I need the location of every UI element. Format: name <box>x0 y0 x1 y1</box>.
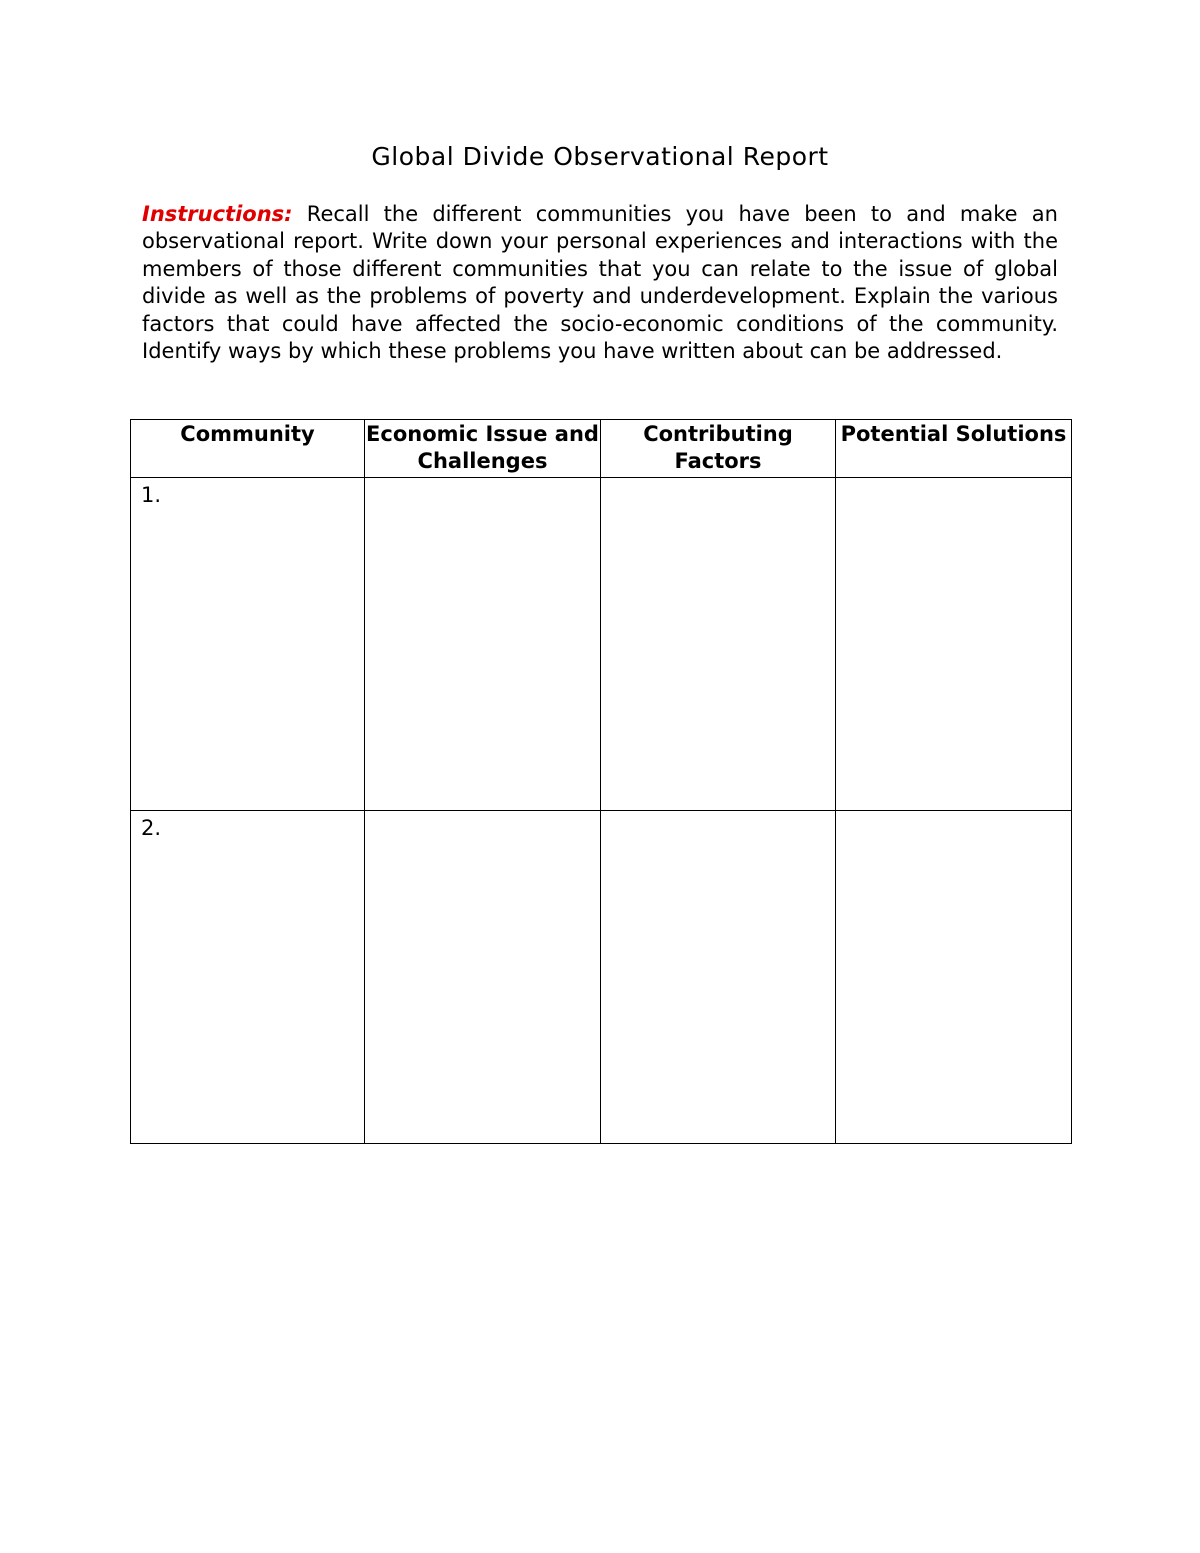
community-cell[interactable]: 1. <box>131 478 365 811</box>
economic-issue-cell[interactable] <box>365 478 601 811</box>
observation-table <box>130 419 1072 1144</box>
instructions-label: Instructions: <box>142 202 293 226</box>
table-row <box>131 478 1072 811</box>
instructions-paragraph <box>142 201 1058 365</box>
header-economic-issue: Economic Issue and Challenges <box>365 420 601 478</box>
table-row <box>131 811 1072 1144</box>
header-community: Community <box>131 420 365 478</box>
instructions-text: Recall the different communities you have been to and make an observational report. Write down your personal experiences and interactions with the members of those different communities that you can relate to the issue of global divide as well as the problems of poverty and underdevelopment. Explain the various factors that could have affected the socio-economic conditions of the community. Identify ways by which these problems you have written about can be addressed. <box>142 202 1058 364</box>
header-contributing-factors: Contributing Factors <box>601 420 836 478</box>
contributing-factors-cell[interactable] <box>601 478 836 811</box>
community-cell[interactable]: 2. <box>131 811 365 1144</box>
potential-solutions-cell[interactable] <box>836 478 1072 811</box>
contributing-factors-cell[interactable] <box>601 811 836 1144</box>
table-header-row <box>131 420 1072 478</box>
economic-issue-cell[interactable] <box>365 811 601 1144</box>
header-potential-solutions: Potential Solutions <box>836 420 1072 478</box>
potential-solutions-cell[interactable] <box>836 811 1072 1144</box>
page-title: Global Divide Observational Report <box>371 142 829 171</box>
